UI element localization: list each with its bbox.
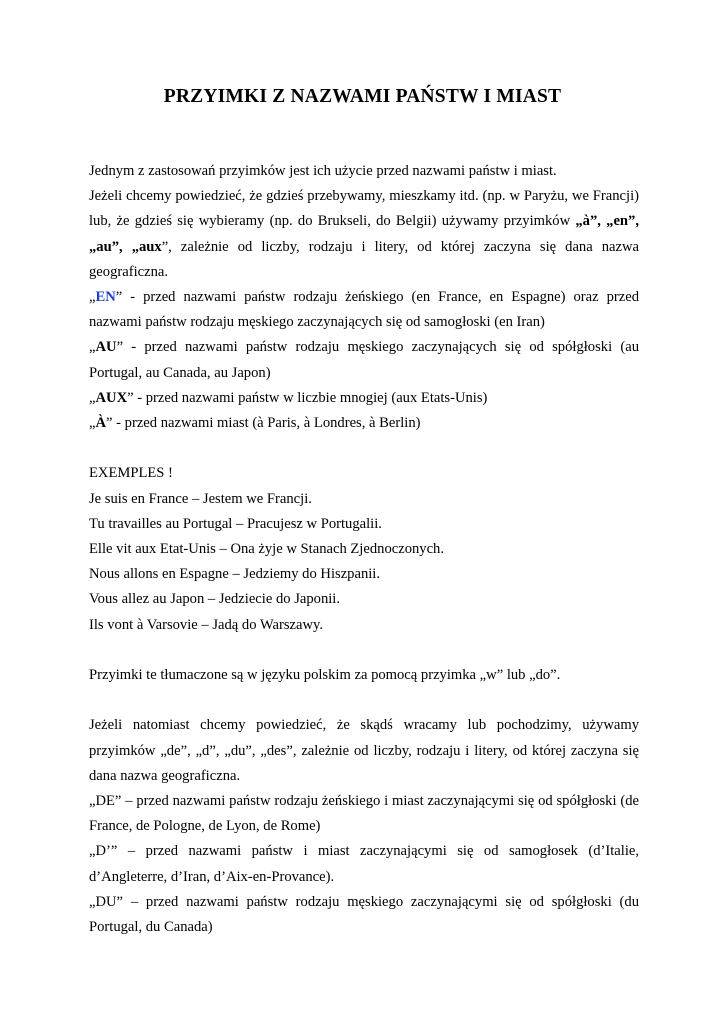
rule-au: „AU” - przed nazwami państw rodzaju męskiego zaczynających się od spółgłoski (au Portugal, au Canada, au Japon) xyxy=(89,339,639,381)
intro-prepositions: „à”, „en”, „au”, „aux xyxy=(89,213,639,255)
example-item: Vous allez au Japon – Jedziecie do Japonii. xyxy=(89,591,341,608)
examples-heading: EXEMPLES ! xyxy=(89,465,173,482)
example-item: Tu travailles au Portugal – Pracujesz w Portugalii. xyxy=(89,515,382,532)
rule-a: „À” - przed nazwami miast (à Paris, à Londres, à Berlin) xyxy=(89,415,421,432)
intro-text-a: Jeżeli chcemy powiedzieć, że gdzieś przebywamy, mieszkamy itd. (np. w Paryżu, we Francji) lub, że gdzieś się wybieramy (np. do Brukseli, do Belgii) używamy przyimków xyxy=(89,188,639,230)
rule-key-en: EN xyxy=(95,289,116,306)
origin-rule-du: „DU” – przed nazwami państw rodzaju męskiego zaczynającymi się od spółgłoski (du Portugal, du Canada) xyxy=(89,893,639,936)
origin-intro: Jeżeli natomiast chcemy powiedzieć, że skądś wracamy lub pochodzimy, używamy przyimków „de”, „d”, „du”, „des”, zależnie od liczby, rodzaju i litery, od której zaczyna się dana nazwa geograficzna. xyxy=(89,717,639,784)
example-item: Nous allons en Espagne – Jedziemy do Hiszpanii. xyxy=(89,566,381,583)
document-body xyxy=(89,159,639,940)
example-item: Je suis en France – Jestem we Francji. xyxy=(89,490,312,507)
rule-aux: „AUX” - przed nazwami państw w liczbie mnogiej (aux Etats-Unis) xyxy=(89,389,488,406)
translation-note: Przyimki te tłumaczone są w języku polskim za pomocą przyimka „w” lub „do”. xyxy=(89,667,561,684)
example-item: Elle vit aux Etat-Unis – Ona żyje w Stanach Zjednoczonych. xyxy=(89,541,445,558)
origin-rule-de: „DE” – przed nazwami państw rodzaju żeńskiego i miast zaczynającymi się od spółgłoski (de France, de Pologne, de Lyon, de Rome) xyxy=(89,793,639,835)
example-item: Ils vont à Varsovie – Jadą do Warszawy. xyxy=(89,616,324,633)
page-title: PRZYIMKI Z NAZWAMI PAŃSTW I MIAST xyxy=(163,86,562,107)
intro-text-b: ”, zależnie od liczby, rodzaju i litery, od której zaczyna się dana nazwa geograficzna. xyxy=(89,238,639,280)
intro-paragraph xyxy=(89,184,639,285)
intro-line: Jednym z zastosowań przyimków jest ich użycie przed nazwami państw i miast. xyxy=(89,163,557,179)
rule-en: „EN” - przed nazwami państw rodzaju żeńskiego (en France, en Espagne) oraz przed nazwami państw rodzaju męskiego zaczynających się od samogłoski (en Iran) xyxy=(89,289,639,331)
rule-key-a: À xyxy=(95,415,107,432)
rule-key-au: AU xyxy=(95,339,117,356)
origin-rule-d: „D’” – przed nazwami państw i miast zaczynającymi się od samogłosek (d’Italie, d’Angleterre, d’Iran, d’Aix-en-Provance). xyxy=(89,843,639,885)
rule-key-aux: AUX xyxy=(95,389,128,406)
